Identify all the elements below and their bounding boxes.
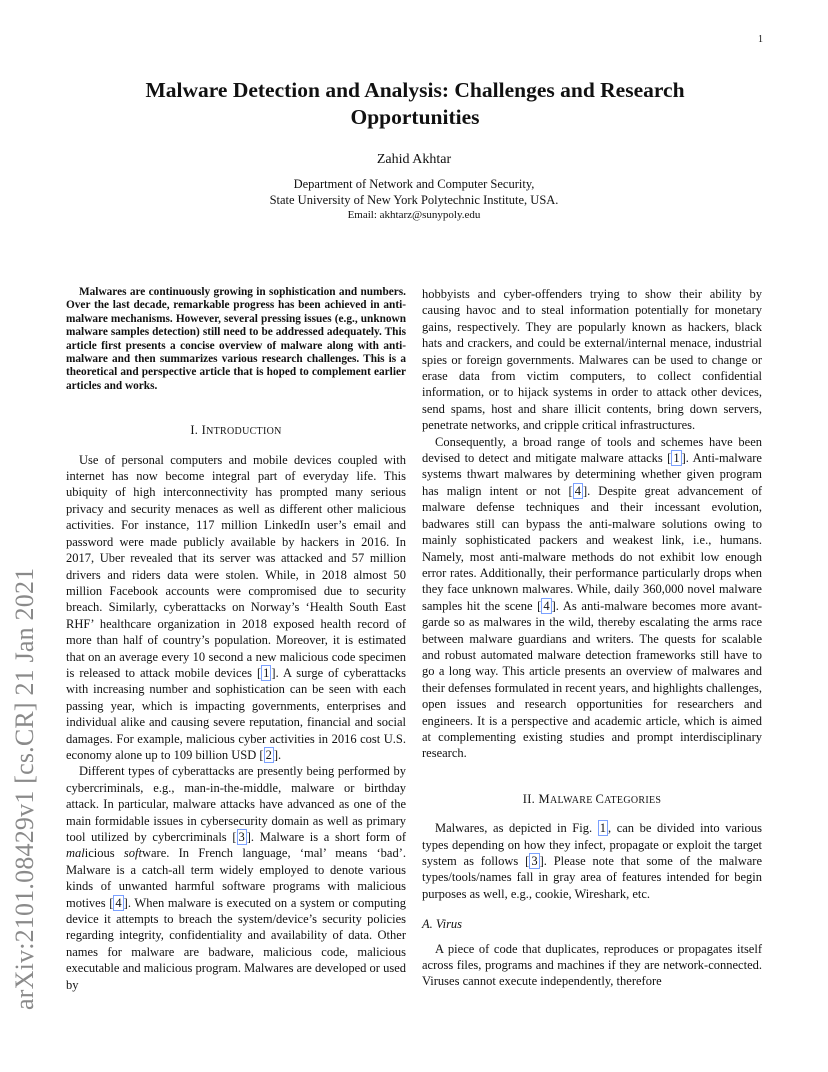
intro-paragraph-4: Consequently, a broad range of tools and schemes have been devised to detect and mitigate malware attacks [ 1 ]. Anti-malware systems thwart malwares by determining whether given program has malign intent or not [ 4 ]. Despite great advancement of malware defense techniques and their incessant evolution, badwares still can bypass the anti-malware solutions owing to mainly sophisticated packers and weakest link, i.e., humans. Namely, most anti-malware methods do not exhibit low enough error rates. Additionally, their performance particularly drops when they face unknown malwares. While, daily 360,000 novel malware samples hit the scene [ 4 ]. As anti-malware becomes more avant-garde so as malwares in the wild, thereby escalating the arms race between malware guardians and writers. The quests for scalable and robust automated malware detection frameworks still have to go a long way. This article presents an overview of malwares and their defenses formulated in recent years, and highlights challenges, open issues and research opportunities for researchers and engineers. It is a perspective and academic article, which is aimed at complementing existing studies and prompt interdisciplinary research.: [422, 434, 763, 761]
affiliation-line-2: State University of New York Polytechnic Institute, USA.: [269, 193, 559, 207]
text-run: . Anti-malware systems thwart malwares by determining whether given program has malign intent or not: [422, 451, 762, 498]
emphasis: mal: [66, 846, 85, 861]
text-run: . Despite great advancement of malware defense techniques and their incessant evolution, badwares still can bypass the anti-malware solutions owing to mainly sophisticated packers and weakest link, i.e., humans. Namely, most anti-malware methods do not exhibit low enough error rates. Additionally, their performance particularly drops when they face unknown malwares. While, daily 360,000 novel malware samples hit the scene: [422, 483, 763, 613]
text-run: ware. In French language, ‘mal’ means ‘bad’. Malware is a catch-all term widely employed to denote various kinds of unwanted harmful software programs with malicious motives: [66, 846, 406, 910]
section-rest: ALWARE: [549, 794, 596, 806]
text-run: . As anti-malware becomes more avant-garde so as malwares in the wild, thereby escalating the arms race between malware guardians and writers. The quests for scalable and robust automated malware detection frameworks still have to go a long way. This article presents an overview of malwares and their defenses formulated in recent years, and highlights challenges, open issues and research opportunities for researchers and engineers. It is a perspective and academic article, which is aimed at complementing existing studies and prompt interdisciplinary research.: [422, 598, 762, 761]
text-run: icious: [84, 846, 124, 861]
intro-paragraph-2: Different types of cyberattacks are presently being performed by cybercriminals, e.g., man-in-the-middle, malware or birthday attack. In particular, malware attacks have advanced as one of the main formidable issues in cybersecurity domain as well as primary tool utilized by cybercriminals [ 3 ]. Malware is a short form of malicious software. In French language, ‘mal’ means ‘bad’. Malware is a catch-all term widely employed to denote various kinds of unwanted harmful software programs with malicious motives [ 4 ]. When malware is executed on a system or computing device it attempts to breach the system/device’s security policies regarding integrity, confidentiality and availability of data. Other names for malware are badware, malicious code, malicious executable and malicious program. Malwares are developed or used by: [66, 764, 406, 992]
title-line-2: Opportunities: [350, 105, 480, 129]
section-initial: C: [595, 791, 605, 806]
text-run: Consequently, a broad range of tools and schemes have been devised to detect and mitigate malware attacks: [422, 434, 762, 466]
citation-link[interactable]: 2: [265, 747, 272, 762]
text-run: . When malware is executed on a system or computing device it attempts to breach the system/device’s security policies regarding integrity, confidentiality and availability of data. Other names for malware are badware, malicious code, malicious executable and malicious program. Malwares are developed or used by: [66, 895, 406, 992]
left-column: [66, 286, 406, 993]
citation-link[interactable]: 4: [115, 895, 122, 910]
text-run: .: [277, 747, 282, 762]
citation-link[interactable]: 3: [238, 830, 245, 844]
text-run: . A surge of cyberattacks with increasing number and sophistication can be seen with each passing year, which is impacting governments, enterprises and individual alike and causing severe reputation, financial and social damages. For example, malicious cyber activities in 2016 cost U.S. economy alone up to 109 billion USD: [66, 665, 407, 762]
emphasis: soft: [123, 846, 142, 861]
citation-link[interactable]: 3: [531, 854, 538, 868]
paper-title: [80, 77, 750, 131]
title-line-1: Malware Detection and Analysis: Challenges and Research: [145, 78, 685, 102]
categories-paragraph: Malwares, as depicted in Fig. 1 , can be divided into various types depending on how they infect, propagate or exploit the target system as follows [ 3 ]. Please note that some of the malware types/tools/names fall in gray area of features intended for begin purposes as well, e.g., cookie, Wireshark, etc.: [422, 821, 762, 901]
section-heading-introduction: [66, 422, 406, 440]
citation-link[interactable]: 1: [263, 665, 270, 680]
section-rest: NTRODUCTION: [206, 426, 282, 438]
text-run: Use of personal computers and mobile devices coupled with internet has now become integral part of everyday life. This ubiquity of high interconnectivity has prompted many serious privacy and security menaces as well as different other malicious activities. For instance, 117 million LinkedIn user’s email and password were made publicly available by hackers in 2016. In 2017, Uber revealed that its server was attacked and 57 million drivers and riders data were stolen. While, in 2018 almost 50 million Facebook accounts were compromised due to security breach. Similarly, cyberattacks on Norway’s ‘Health South East RHF’ healthcare organization in 2018 exposed health record of more than half of country’s population. Moreover, it is estimated that on an average every 10 second a new malicious code specimen is released to attack mobile devices: [66, 452, 406, 680]
right-column: [422, 286, 762, 990]
citation-link[interactable]: 1: [673, 451, 680, 466]
section-number: I.: [190, 423, 202, 438]
section-heading-malware-categories: [422, 791, 762, 809]
section-number: II.: [522, 791, 539, 806]
author-email: Email: akhtarz@sunypoly.edu: [347, 209, 481, 221]
figure-link[interactable]: 1: [599, 821, 606, 836]
affiliation: [0, 176, 828, 208]
abstract: Malwares are continuously growing in sophistication and numbers. Over the last decade, remarkable progress has been achieved in anti-malware mechanisms. However, several pressing issues (e.g., unknown malware samples detection) still need to be addressed adequately. This article first presents a concise overview of malware along with anti-malware and then summarizes various research challenges. This is a theoretical and perspective article that is hoped to complement earlier articles and works.: [66, 286, 406, 392]
affiliation-line-1: Department of Network and Computer Security,: [293, 177, 535, 191]
section-rest: ATEGORIES: [604, 794, 662, 806]
section-initial: M: [538, 791, 550, 806]
subsection-heading-virus: A. Virus: [422, 917, 463, 932]
citation-link[interactable]: 4: [543, 598, 550, 613]
page-number: 1: [758, 34, 763, 45]
text-run: . Please note that some of the malware types/tools/names fall in gray area of features intended for begin purposes as well, e.g., cookie, Wireshark, etc.: [422, 854, 762, 901]
arxiv-stamp: arXiv:2101.08429v1 [cs.CR] 21 Jan 2021: [10, 567, 39, 1010]
citation-link[interactable]: 4: [574, 483, 581, 498]
intro-paragraph-3: hobbyists and cyber-offenders trying to show their ability by causing havoc and to steal information potentially for monetary gains, respectively. They are popularly known as hackers, black hats and crackers, and could be external/internal menace, industrial spies or foreign governments. Malwares can be used to change or erase data from victim computers, to collect confidential information, or to hijack systems in order to attack other devices, send spams, host and share illicit contents, bring down servers, penetrate networks, and cripple critical infrastructures.: [422, 287, 762, 433]
text-run: , can be divided into various types depending on how they infect, propagate or exploit the target system as follows: [422, 821, 762, 868]
text-run: Malwares, as depicted in Fig.: [435, 821, 598, 836]
virus-paragraph: A piece of code that duplicates, reproduces or propagates itself across files, programs and machines if they are network-connected. Viruses cannot execute independently, therefore: [422, 941, 762, 989]
author-name: Zahid Akhtar: [376, 152, 452, 167]
text-run: . Malware is a short form of: [250, 830, 406, 844]
intro-paragraph-1: Use of personal computers and mobile devices coupled with internet has now become integral part of everyday life. This ubiquity of high interconnectivity has prompted many serious privacy and security menaces as well as different other malicious activities. For instance, 117 million LinkedIn user’s email and password were made publicly available by hackers in 2016. In 2017, Uber revealed that its server was attacked and 57 million drivers and riders data were stolen. While, in 2018 almost 50 million Facebook accounts were compromised due to security breach. Similarly, cyberattacks on Norway’s ‘Health South East RHF’ healthcare organization in 2018 exposed health record of more than half of country’s population. Moreover, it is estimated that on an average every 10 second a new malicious code specimen is released to attack mobile devices [ 1 ]. A surge of cyberattacks with increasing number and sophistication can be seen with each passing year, which is impacting governments, enterprises and individual alike and causing severe reputation, financial and social damages. For example, malicious cyber activities in 2016 cost U.S. economy alone up to 109 billion USD [ 2 ].: [66, 452, 407, 762]
section-initial: I: [201, 423, 207, 438]
text-run: Different types of cyberattacks are presently being performed by cybercriminals, e.g., man-in-the-middle, malware or birthday attack. In particular, malware attacks have advanced as one of the main formidable issues in cybersecurity domain as well as primary tool utilized by cybercriminals: [66, 764, 406, 844]
